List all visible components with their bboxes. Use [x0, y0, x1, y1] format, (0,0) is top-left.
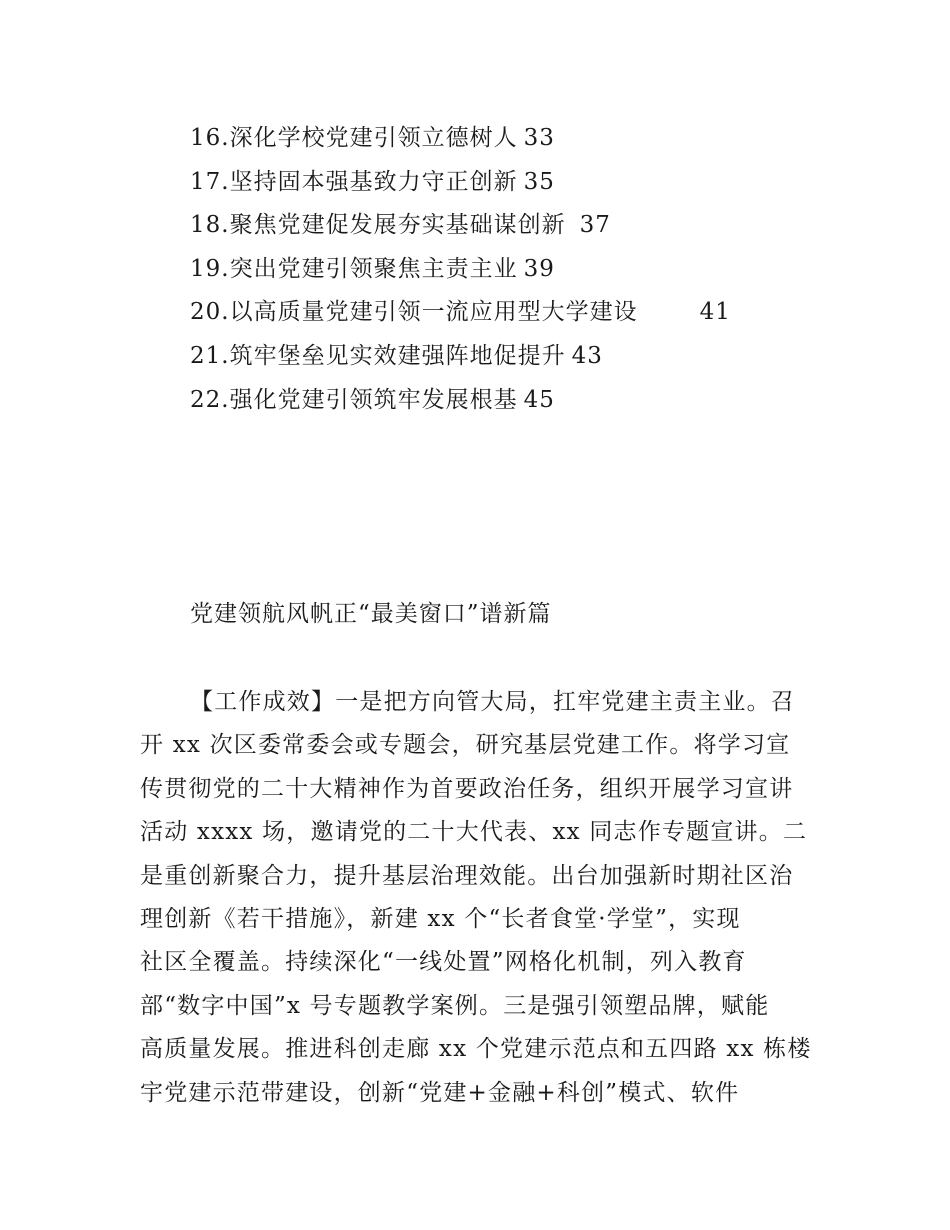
toc-item-page: 33 [523, 125, 555, 151]
toc-item-page: 39 [523, 255, 555, 282]
toc-item-label: 22.强化党建引领筑牢发展根基 [190, 386, 518, 413]
toc-item[interactable] [190, 207, 830, 251]
toc-item[interactable] [190, 120, 830, 164]
toc-item-page: 45 [523, 386, 555, 413]
table-of-contents [190, 120, 830, 425]
toc-item-page: 43 [571, 342, 603, 369]
toc-item-label: 19.突出党建引领聚焦主责主业 [190, 255, 518, 282]
body-line: 开 xx 次区委常委会或专题会，研究基层党建工作。将学习宣 [140, 732, 791, 759]
toc-item-page: 37 [579, 212, 611, 239]
toc-item-page: 35 [523, 168, 555, 195]
article-body [140, 684, 812, 1118]
toc-item[interactable] [190, 164, 830, 208]
toc-item[interactable] [190, 338, 830, 382]
toc-item[interactable] [190, 251, 830, 295]
toc-item-label: 17.坚持固本强基致力守正创新 [190, 168, 518, 195]
article-title: 党建领航风帆正“最美窗口”谱新篇 [190, 601, 552, 627]
toc-item-label: 21.筑牢堡垒见实效建强阵地促提升 [190, 342, 566, 369]
toc-item[interactable] [190, 294, 830, 338]
body-line: 活动 xxxx 场，邀请党的二十大代表、xx 同志作专题宣讲。二 [140, 819, 808, 846]
body-line: 宇党建示范带建设，创新“党建+金融+科创”模式、软件 [140, 1079, 740, 1106]
toc-item-label: 18.聚焦党建促发展夯实基础谋创新 [190, 212, 566, 239]
toc-item[interactable] [190, 382, 830, 426]
body-line: 【工作成效】一是把方向管大局，扛牢党建主责主业。召 [190, 689, 795, 715]
body-line: 部“数字中国”x 号专题教学案例。三是强引领塑品牌，赋能 [140, 992, 770, 1019]
body-line: 理创新《若干措施》，新建 xx 个“长者食堂·学堂”，实现 [140, 905, 741, 932]
body-line: 高质量发展。推进科创走廊 xx 个党建示范点和五四路 xx 栋楼 [140, 1036, 812, 1063]
body-line: 社区全覆盖。持续深化“一线处置”网格化机制，列入教育 [140, 949, 747, 976]
body-line: 是重创新聚合力，提升基层治理效能。出台加强新时期社区治 [140, 862, 794, 889]
toc-item-page: 41 [699, 299, 731, 326]
body-line: 传贯彻党的二十大精神作为首要政治任务，组织开展学习宣讲 [140, 775, 794, 802]
toc-item-label: 16.深化学校党建引领立德树人 [190, 125, 518, 151]
toc-item-label: 20.以高质量党建引领一流应用型大学建设 [190, 299, 638, 326]
